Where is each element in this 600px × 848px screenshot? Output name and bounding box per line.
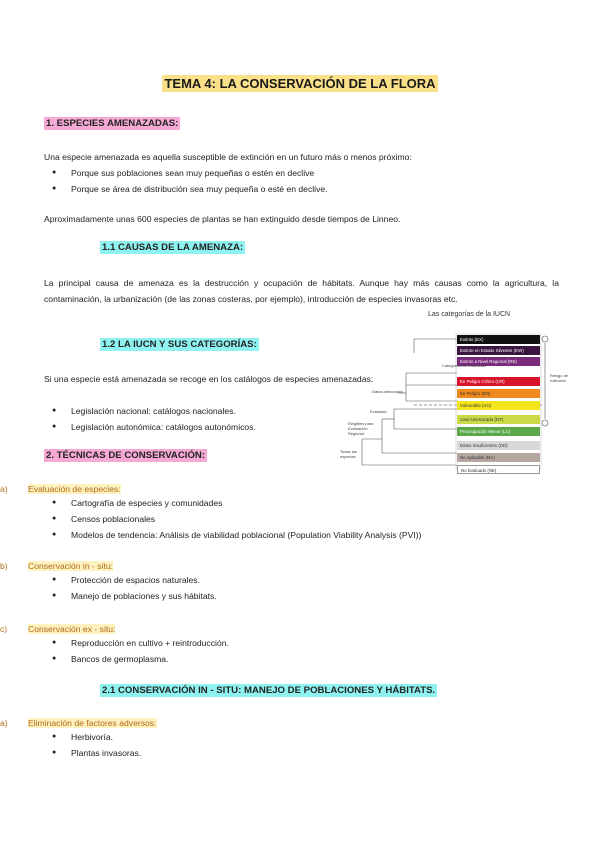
label-amenazadas: Categorías Amenazadas (442, 363, 486, 368)
list-item: ● Reproducción en cultivo + reintroducción. (44, 635, 560, 651)
list-item: ● Herbivoría. (44, 729, 560, 745)
iucn-category-10: No Evaluado (NE) (457, 465, 540, 474)
section-2-1-heading: 2.1 CONSERVACIÓN IN - SITU: MANEJO DE POBLACIONES Y HÁBITATS. (102, 685, 436, 696)
label-evaluado: Evaluado (370, 409, 387, 414)
iucn-category-1: Extinto en Estado Silvestre (EW) (457, 346, 540, 355)
iucn-categories-diagram (340, 309, 569, 479)
iucn-category-7: Preocupación Menor (LC) (457, 427, 540, 436)
list-item: ● Bancos de germoplasma. (44, 651, 560, 667)
iucn-category-5: Vulnerable (VU) (457, 401, 540, 410)
list-item: ● Legislación nacional: catálogos nacionales. (44, 403, 364, 419)
iucn-category-9: No Aplicable (NA) (457, 453, 540, 462)
in-situ-a-label: a) Eliminación de factores adversos: (0, 718, 157, 728)
iucn-category-0: Extinto (EX) (457, 335, 540, 344)
list-item: ● Plantas invasoras. (44, 745, 560, 761)
technique-a-label: a) Evaluación de especies: (0, 484, 121, 494)
diagram-title: Las categorías de la IUCN (428, 311, 511, 318)
section-1-2-paragraph: Si una especie está amenazada se recoge en los catálogos de especies amenazadas: (44, 374, 374, 384)
list-item: ● Porque se área de distribución sea muy pequeña o esté en declive. (44, 181, 559, 197)
section-1-2-heading: 1.2 LA IUCN Y SUS CATEGORÍAS: (102, 339, 257, 350)
list-item: ● Porque sus poblaciones sean muy pequeñas o estén en declive (44, 165, 559, 181)
list-item: ● Protección de espacios naturales. (44, 572, 560, 588)
list-item: ● Legislación autonómica: catálogos autonómicos. (44, 419, 364, 435)
section-2-heading: 2. TÉCNICAS DE CONSERVACIÓN: (46, 450, 206, 461)
iucn-category-6: Casi Amenazado (NT) (457, 415, 540, 424)
iucn-category-2: Extinto a Nivel Regional (RE) (457, 357, 540, 366)
technique-group-c (0, 624, 560, 667)
section-1-bullets (44, 165, 559, 197)
list-item: ● Censos poblacionales (44, 511, 560, 527)
iucn-category-8: Datos Insuficientes (DD) (457, 441, 540, 450)
label-todas-las-especies: Todas las especies (340, 449, 357, 459)
in-situ-group-a (0, 718, 560, 761)
iucn-category-3: En Peligro Crítico (CR) (457, 377, 540, 386)
section-1-note: Aproximadamente unas 600 especies de plantas se han extinguido desde tiempos de Linneo. (44, 214, 401, 224)
technique-b-label: b) Conservación in - situ: (0, 561, 114, 571)
technique-group-a (0, 484, 560, 543)
document-title: TEMA 4: LA CONSERVACIÓN DE LA FLORA (164, 76, 436, 91)
list-item: ● Modelos de tendencia: Análisis de viabilidad poblacional (Population Viability Analysis (PVI)) (44, 527, 560, 543)
list-item: ● Cartografía de especies y comunidades (44, 495, 560, 511)
technique-group-b (0, 561, 560, 604)
label-datos-adecuados: Datos adecuados (372, 389, 404, 394)
technique-c-label: c) Conservación ex - situ: (0, 624, 116, 634)
section-1-2-bullets (44, 403, 364, 435)
section-1-heading: 1. ESPECIES AMENAZADAS: (46, 118, 179, 129)
section-1-intro: Una especie amenazada es aquella susceptible de extinción en un futuro más o menos próximo: (44, 152, 412, 162)
iucn-category-4: En Peligro (EN) (457, 389, 540, 398)
section-1-1-heading: 1.1 CAUSAS DE LA AMENAZA: (102, 242, 244, 253)
list-item: ● Manejo de poblaciones y sus hábitats. (44, 588, 560, 604)
label-riesgo-extincion: Riesgo de extinción (550, 373, 569, 383)
section-1-1-paragraph: La principal causa de amenaza es la destrucción y ocupación de hábitats. Aunque hay más causas como la agricultura, la contaminación, la urbanización (de las zonas costeras, por ejemplo), introducción de especies invasoras etc. (44, 278, 559, 304)
label-elegibles: Elegibles para Evaluación Regional (348, 421, 374, 436)
